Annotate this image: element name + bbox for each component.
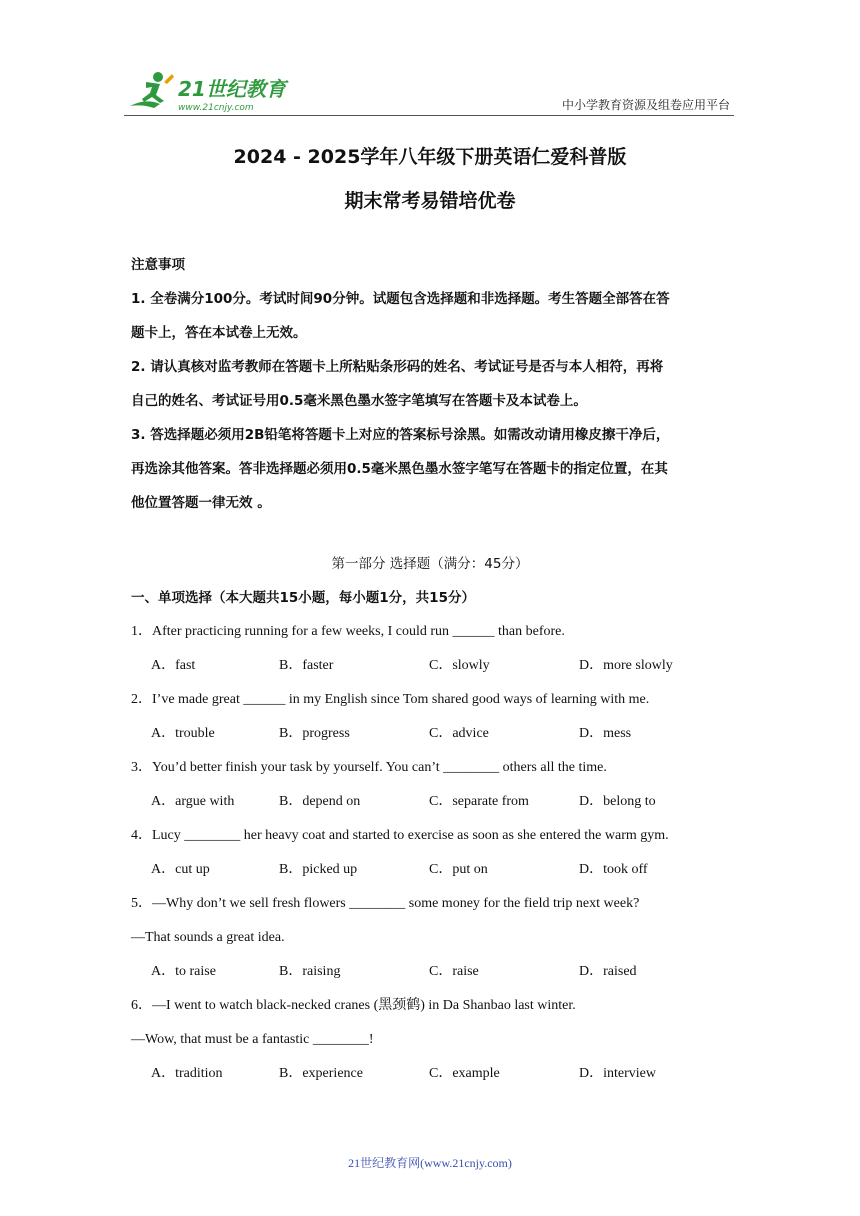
header-platform-text: 中小学教育资源及组卷应用平台 [561,98,730,112]
question-options [131,960,741,994]
notes-heading: 注意事项 [131,257,185,273]
exam-notes [131,248,735,520]
question-options [131,1062,741,1096]
option-d: D．took off [579,862,648,877]
option-b: B．raising [279,964,341,979]
question-6 [131,994,741,1096]
option-d: D．more slowly [579,658,673,673]
logo-runner-head-icon [153,72,163,82]
page-title: 2024 - 2025学年八年级下册英语仁爱科普版 [233,146,627,168]
question-1 [131,620,741,688]
logo-subtext: www.21cnjy.com [178,103,254,113]
logo-swoosh-icon [130,101,160,108]
question-options [131,654,741,688]
question-stem: 6．—I went to watch black-necked cranes (黑颈鹤) in Da Shanbao last winter. [131,998,576,1013]
question-stem: 4．Lucy ________ her heavy coat and started to exercise as soon as she entered the warm gym. [131,828,669,843]
question-stem: 5．—Why don’t we sell fresh flowers ________ some money for the field trip next week? [131,896,640,911]
option-c: C．put on [429,862,488,877]
option-b: B．experience [279,1066,363,1081]
logo-text: 21世纪教育 [178,77,286,101]
question-reply: —That sounds a great idea. [131,930,285,945]
notes-line: 自己的姓名、考试证号用0.5毫米黑色墨水签字笔填写在答题卡及本试卷上。 [131,393,587,409]
page-subtitle: 期末常考易错培优卷 [344,190,516,212]
option-d: D．mess [579,726,632,741]
option-b: B．depend on [279,794,361,809]
page-footer: 21世纪教育网(www.21cnjy.com) [348,1156,512,1170]
option-a: A．argue with [151,794,235,809]
page-header [124,68,734,116]
question-options [131,790,741,824]
notes-line: 题卡上，答在本试卷上无效。 [131,325,307,341]
header-divider [124,115,734,116]
part-title: 一、单项选择（本大题共15小题，每小题1分，共15分） [131,590,475,606]
option-b: B．faster [279,658,334,673]
question-stem: 3．You’d better finish your task by yourself. You can’t ________ others all the time. [131,760,607,775]
question-2 [131,688,741,756]
option-c: C．raise [429,964,479,979]
notes-line: 再选涂其他答案。答非选择题必须用0.5毫米黑色墨水签字笔写在答题卡的指定位置，在其 [131,461,668,477]
option-c: C．separate from [429,794,529,809]
question-stem: 1．After practicing running for a few weeks, I could run ______ than before. [131,624,565,639]
logo-runner-icon [142,82,164,103]
option-b: B．picked up [279,862,358,877]
question-4 [131,824,741,892]
logo-flag-icon [164,74,174,84]
question-stem: 2．I’ve made great ______ in my English since Tom shared good ways of learning with me. [131,692,650,707]
notes-line: 2. 请认真核对监考教师在答题卡上所粘贴条形码的姓名、考试证号是否与本人相符，再将 [131,359,664,375]
notes-line: 1. 全卷满分100分。考试时间90分钟。试题包含选择题和非选择题。考生答题全部答在答 [131,291,670,307]
option-a: A．to raise [151,964,216,979]
option-d: D．interview [579,1066,656,1081]
option-d: D．raised [579,964,637,979]
question-list [131,620,741,1096]
question-options [131,722,741,756]
option-b: B．progress [279,726,350,741]
option-a: A．trouble [151,726,215,741]
option-c: C．slowly [429,658,490,673]
option-a: A．cut up [151,862,210,877]
logo-21cnjy [124,68,294,114]
option-c: C．advice [429,726,489,741]
notes-line: 他位置答题一律无效 。 [131,495,271,511]
question-5 [131,892,741,994]
question-reply: —Wow, that must be a fantastic ________! [131,1032,374,1047]
section-title: 第一部分 选择题（满分：45分） [331,556,529,572]
question-3 [131,756,741,824]
option-d: D．belong to [579,794,656,809]
option-c: C．example [429,1066,500,1081]
question-options [131,858,741,892]
option-a: A．fast [151,658,196,673]
notes-line: 3. 答选择题必须用2B铅笔将答题卡上对应的答案标号涂黑。如需改动请用橡皮擦干净后， [131,427,670,443]
option-a: A．tradition [151,1066,223,1081]
